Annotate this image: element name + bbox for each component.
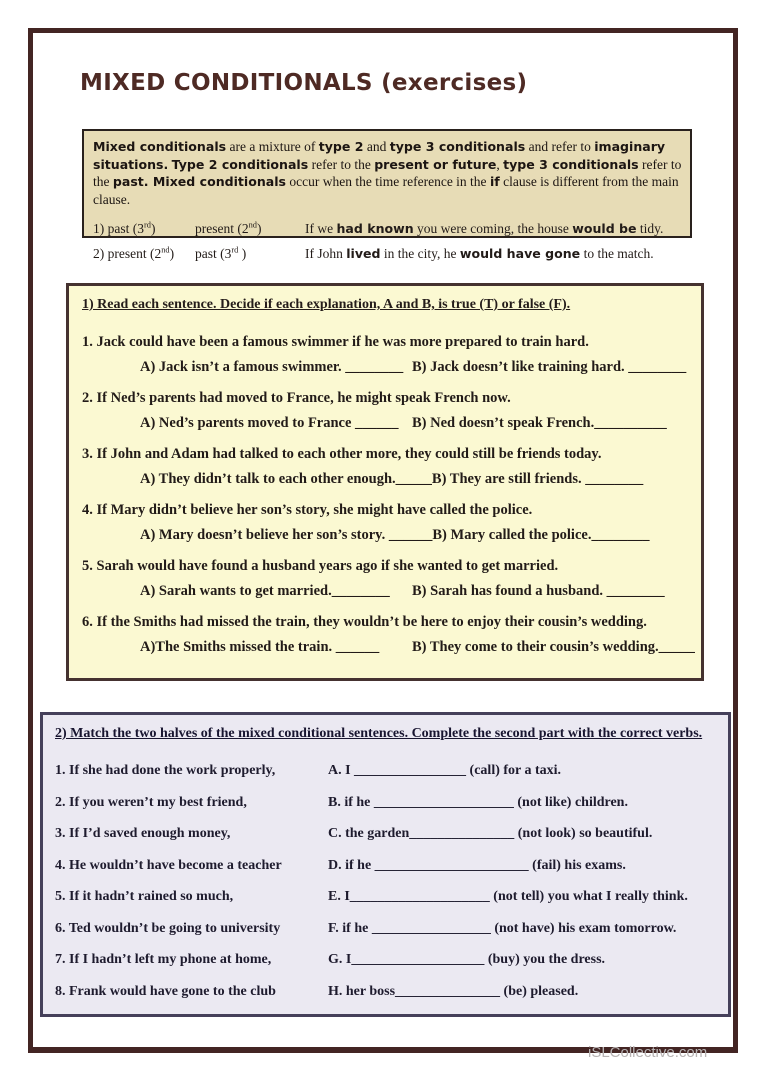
option-b-with-blank: B) Jack doesn’t like training hard. ________	[412, 359, 687, 375]
matching-pairs-grid	[55, 762, 718, 1001]
question-sentence: 3. If John and Adam had talked to each other more, they could still be friends today.	[82, 446, 602, 462]
question-options	[82, 414, 687, 433]
question-item	[82, 501, 687, 545]
sentence-second-half-with-blank: D. if he ______________________ (fail) his exams.	[328, 857, 626, 873]
sentence-second-half-with-blank: E. I____________________ (not tell) you what I really think.	[328, 889, 688, 904]
question-item	[82, 445, 687, 489]
option-a-with-blank: A) Mary doesn’t believe her son’s story. ______	[140, 527, 433, 543]
example-tense-first: 1) past (3rd)	[93, 220, 156, 236]
islcollective-watermark: iSLCollective.com	[588, 1044, 708, 1061]
question-options	[82, 638, 695, 657]
example-tense-second: present (2nd)	[195, 220, 262, 236]
sentence-second-half-with-blank: H. her boss_______________ (be) pleased.	[328, 983, 579, 999]
option-b-with-blank: B) Mary called the police.________	[432, 527, 650, 543]
sentence-first-half: 5. If it hadn’t rained so much,	[55, 889, 234, 904]
option-b-with-blank: B) They are still friends. ________	[431, 471, 644, 487]
sentence-first-half: 1. If she had done the work properly,	[55, 763, 276, 778]
question-options	[82, 582, 687, 601]
question-item	[82, 389, 687, 433]
question-item	[82, 613, 695, 657]
question-sentence: 4. If Mary didn’t believe her son’s story, she might have called the police.	[82, 502, 533, 518]
question-sentence: 5. Sarah would have found a husband years ago if she wanted to get married.	[82, 558, 559, 574]
option-a-with-blank: A) Sarah wants to get married.________	[140, 583, 390, 599]
question-sentence: 1. Jack could have been a famous swimmer if he was more prepared to train hard.	[82, 334, 589, 350]
exercise-1-question-list	[82, 333, 695, 657]
sentence-second-half-with-blank: G. I___________________ (buy) you the dress.	[328, 952, 606, 967]
sentence-second-half-with-blank: B. if he ____________________ (not like) children.	[328, 794, 628, 810]
sentence-first-half: 2. If you weren’t my best friend,	[55, 794, 247, 810]
exercise-1-heading: 1) Read each sentence. Decide if each explanation, A and B, is true (T) or false (F).	[82, 297, 571, 312]
sentence-second-half-with-blank: F. if he _________________ (not have) his exam tomorrow.	[328, 920, 677, 936]
sentence-first-half: 3. If I’d saved enough money,	[55, 826, 231, 841]
example-tense-second: past (3rd )	[195, 245, 247, 261]
question-options	[82, 526, 687, 545]
question-options	[82, 358, 687, 377]
sentence-first-half: 7. If I hadn’t left my phone at home,	[55, 952, 272, 967]
exercise-2-box	[40, 712, 731, 1017]
sentence-second-half-with-blank: A. I ________________ (call) for a taxi.	[328, 763, 562, 778]
question-item	[82, 557, 687, 601]
option-a-with-blank: A) Ned’s parents moved to France ______	[140, 415, 399, 431]
question-sentence: 6. If the Smiths had missed the train, they wouldn’t be here to enjoy their cousin’s wedding.	[82, 614, 647, 630]
option-b-with-blank: B) They come to their cousin’s wedding._____	[412, 639, 695, 655]
question-item	[82, 333, 687, 377]
example-tense-first: 2) present (2nd)	[93, 245, 175, 261]
option-a-with-blank: A)The Smiths missed the train. ______	[140, 639, 380, 655]
option-b-with-blank: B) Ned doesn’t speak French.__________	[412, 415, 667, 431]
exercise-2-heading: 2) Match the two halves of the mixed conditional sentences. Complete the second part with the correct verbs.	[55, 726, 703, 741]
option-a-with-blank: A) They didn’t talk to each other enough._____	[140, 471, 432, 487]
example-row	[93, 216, 682, 241]
sentence-second-half-with-blank: C. the garden_______________ (not look) so beautiful.	[328, 826, 653, 841]
option-a-with-blank: A) Jack isn’t a famous swimmer. ________	[140, 359, 404, 375]
option-b-with-blank: B) Sarah has found a husband. ________	[412, 583, 665, 599]
sentence-first-half: 4. He wouldn’t have become a teacher	[55, 857, 282, 873]
example-row	[93, 241, 682, 266]
sentence-first-half: 6. Ted wouldn’t be going to university	[55, 920, 281, 936]
example-sentence: If John lived in the city, he would have gone to the match.	[305, 246, 654, 261]
grammar-info-box	[82, 129, 692, 261]
exercise-1-box	[66, 283, 704, 681]
example-list	[93, 216, 682, 266]
grammar-explanation-text: Mixed conditionals are a mixture of type 2 and type 3 conditionals and refer to imaginary situations. Type 2 conditionals refer to the present or future, type 3 conditionals refer to the past. Mixed conditionals occur when the time reference in the if clause is different from the main clause.	[93, 139, 682, 207]
example-sentence: If we had known you were coming, the house would be tidy.	[305, 221, 664, 236]
sentence-first-half: 8. Frank would have gone to the club	[55, 983, 276, 999]
question-options	[82, 470, 687, 489]
question-sentence: 2. If Ned’s parents had moved to France, he might speak French now.	[82, 390, 511, 406]
page-title: MIXED CONDITIONALS (exercises)	[80, 70, 528, 96]
